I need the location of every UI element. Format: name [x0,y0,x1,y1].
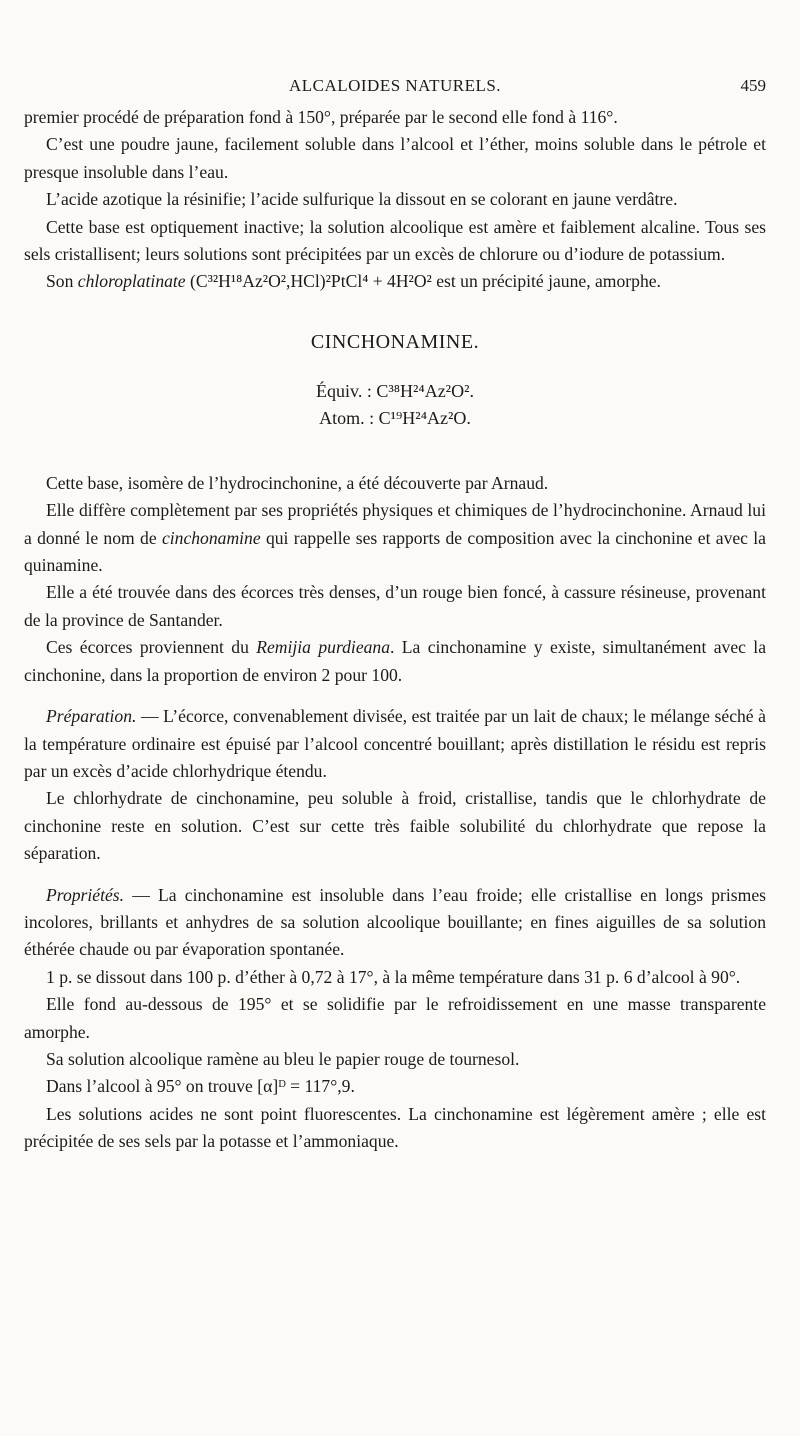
term-remijia: Remijia purdieana [256,637,391,658]
paragraph-continued: premier procédé de préparation fond à 150°, préparée par le second elle fond à 116°. [24,107,618,127]
paragraph-litmus: Sa solution alcoolique ramène au bleu le papier rouge de tournesol. [46,1048,520,1069]
term-chloroplatinate: chloroplatinate [77,271,186,292]
term-proprietes: Propriétés. [46,884,125,905]
paragraph-chloroplatinate [24,268,766,295]
paragraph-ether: 1 p. se dissout dans 100 p. d’éther à 0,72 à 17°, à la même température dans 31 p. 6 d’alcool à 90°. [46,966,741,987]
paragraph-acids: L’acide azotique la résinifie; l’acide sulfurique la dissout en se colorant en jaune verdâtre. [46,189,678,210]
paragraph-melting: Elle fond au-dessous de 195° et se solidifie par le refroidissement en une masse transparente amorphe. [24,994,766,1042]
paragraph-proprietes [24,882,766,964]
section-title: CINCHONAMINE. [310,330,480,353]
paragraph-rotation: Dans l’alcool à 95° on trouve [α]ᴰ = 117°,9. [46,1076,355,1097]
running-head [24,72,766,98]
running-title: ALCALOIDES NATURELS. [288,76,502,95]
term-cinchonamine: cinchonamine [161,527,261,548]
formula-atom: Atom. : C¹⁹H²⁴Az²O. [319,407,471,428]
paragraph-bark: Elle a été trouvée dans des écorces très denses, d’un rouge bien foncé, à cassure résineuse, provenant de la province de Santander. [24,582,766,630]
text-rest: est un précipité jaune, amorphe. [431,271,661,292]
paragraph-solubility: C’est une poudre jaune, facilement soluble dans l’alcool et l’éther, moins soluble dans le pétrole et presque insoluble dans l’eau. [24,134,766,182]
paragraph-optics: Cette base est optiquement inactive; la solution alcoolique est amère et faiblement alcaline. Tous ses sels cristallisent; leurs solutions sont précipitées par un excès de chlorure ou d’iodure de potassium. [24,216,766,265]
page-body [24,104,766,1156]
formula-equiv: Équiv. : C³⁸H²⁴Az²O². [316,380,474,401]
text-rest: qui rappelle ses rapports de composition avec la cinchonine et avec la quinamine. [24,527,766,576]
spacer [24,689,766,703]
paragraph-separation: Le chlorhydrate de cinchonamine, peu soluble à froid, cristallise, tandis que le chlorhydrate de cinchonine reste en solution. C’est sur cette très faible solubilité du chlorhydrate que repose la séparation. [24,788,766,864]
page-number: 459 [740,76,766,95]
term-preparation: Préparation. [46,706,137,727]
text-lead: Ces écorces proviennent du [46,637,257,658]
paragraph-remijia [24,634,766,689]
formula-chloroplatinate: (C³²H¹⁸Az²O²,HCl)²PtCl⁴ + 4H²O² [185,271,432,292]
text-rest: — L’écorce, convenablement divisée, est traitée par un lait de chaux; le mélange séché à la température ordinaire est épuisé par l’alcool concentré bouillant; après distillation le résidu est repris par un excès d’acide chlorhydrique étendu. [24,706,766,781]
spacer [24,868,766,882]
paragraph-preparation [24,703,766,785]
text-rest: . La cinchonamine y existe, simultanément avec la cinchonine, dans la proportion de environ 2 pour 100. [24,637,767,685]
formula-block [24,378,766,432]
paragraph-fluorescence: Les solutions acides ne sont point fluorescentes. La cinchonamine est légèrement amère ; elle est précipitée de ses sels par la potasse et l’ammoniaque. [24,1103,766,1152]
paragraph-arnaud [24,497,766,579]
paragraph-discovery: Cette base, isomère de l’hydrocinchonine, a été découverte par Arnaud. [46,472,549,493]
text-rest: — La cinchonamine est insoluble dans l’eau froide; elle cristallise en longs prismes incolores, brillants et anhydres de sa solution alcoolique bouillante; en fines aiguilles de sa solution éthérée chaude ou par évaporation spontanée. [24,884,766,960]
text-lead: Elle diffère complètement par ses propriétés physiques et chimiques de l’hydrocinchonine. Arnaud lui a donné le nom de [24,500,766,548]
text-lead: Son [46,271,78,292]
